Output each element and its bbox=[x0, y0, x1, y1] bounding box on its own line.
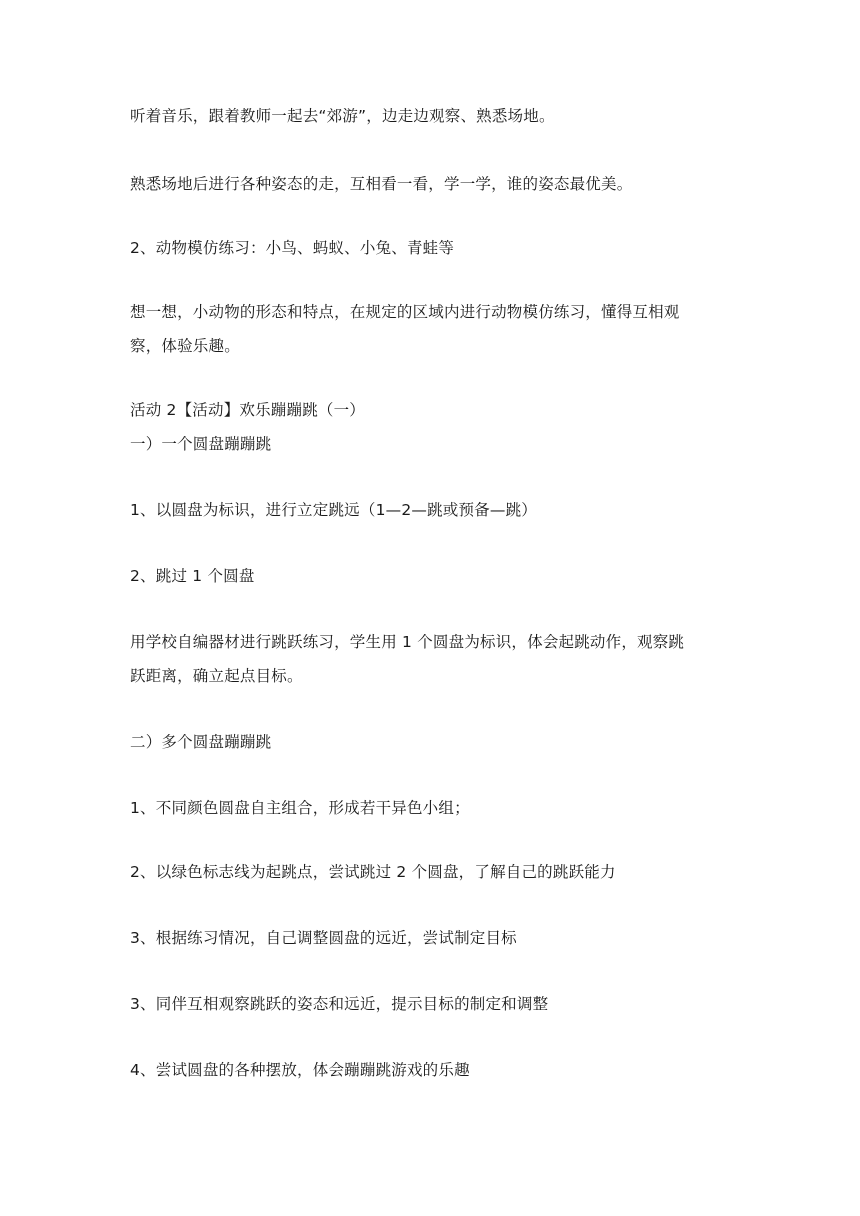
item-disc-arrangements: 4、尝试圆盘的各种摆放，体会蹦蹦跳游戏的乐趣 bbox=[130, 1061, 470, 1079]
paragraph-outing-intro: 听着音乐，跟着教师一起去“郊游”，边走边观察、熟悉场地。 bbox=[130, 107, 555, 125]
paragraph-equipment-practice-line1: 用学校自编器材进行跳跃练习，学生用 1 个圆盘为标识，体会起跳动作，观察跳 bbox=[130, 633, 685, 651]
item-color-groups: 1、不同颜色圆盘自主组合，形成若干异色小组； bbox=[130, 799, 470, 817]
paragraph-animal-practice-line2: 察，体验乐趣。 bbox=[130, 337, 240, 355]
paragraph-walking-postures: 熟悉场地后进行各种姿态的走，互相看一看，学一学，谁的姿态最优美。 bbox=[130, 175, 633, 193]
section-heading-multiple-discs: 二）多个圆盘蹦蹦跳 bbox=[130, 733, 272, 751]
item-adjust-distance: 3、根据练习情况，自己调整圆盘的远近，尝试制定目标 bbox=[130, 929, 517, 947]
paragraph-equipment-practice-line2: 跃距离，确立起点目标。 bbox=[130, 667, 303, 685]
item-standing-long-jump: 1、以圆盘为标识，进行立定跳远（1—2—跳或预备—跳） bbox=[130, 501, 537, 519]
paragraph-animal-practice-line1: 想一想，小动物的形态和特点，在规定的区域内进行动物模仿练习，懂得互相观 bbox=[130, 303, 680, 321]
item-green-line-jump: 2、以绿色标志线为起跳点，尝试跳过 2 个圆盘，了解自己的跳跃能力 bbox=[130, 863, 616, 881]
item-peer-observation: 3、同伴互相观察跳跃的姿态和远近，提示目标的制定和调整 bbox=[130, 995, 549, 1013]
item-animal-imitation: 2、动物模仿练习：小鸟、蚂蚁、小兔、青蛙等 bbox=[130, 239, 455, 257]
activity-heading: 活动 2【活动】欢乐蹦蹦跳（一） bbox=[130, 401, 365, 419]
item-jump-one-disc: 2、跳过 1 个圆盘 bbox=[130, 567, 255, 585]
section-heading-one-disc: 一）一个圆盘蹦蹦跳 bbox=[130, 435, 272, 453]
